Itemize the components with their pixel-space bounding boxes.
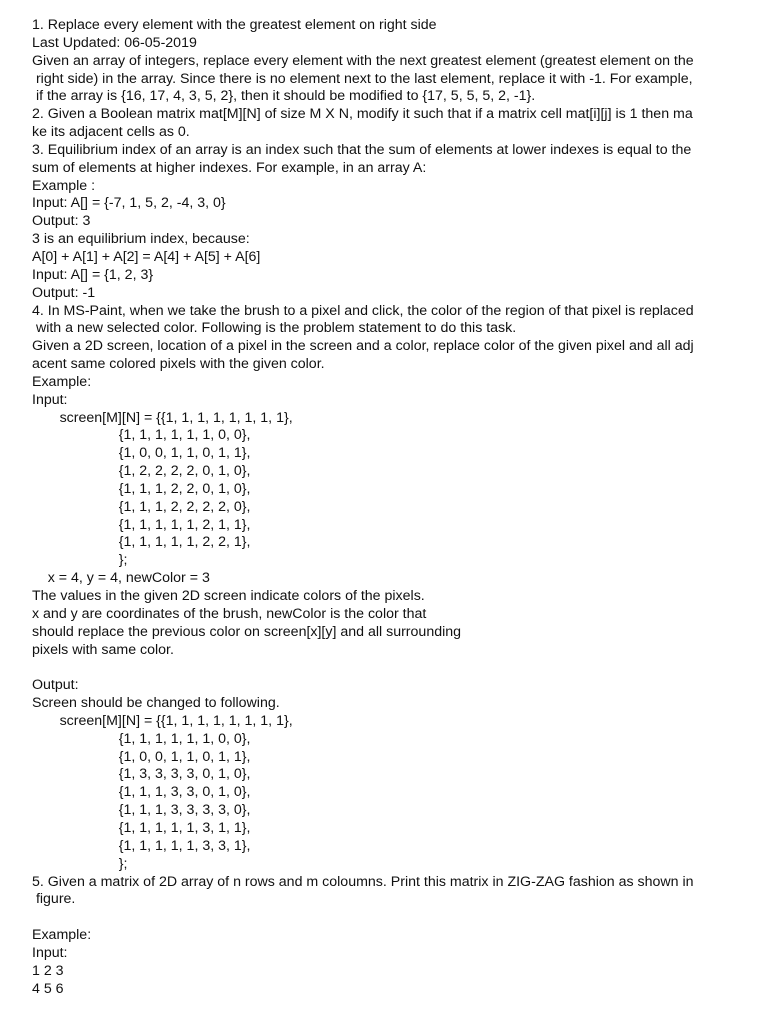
text-line: Output: -1: [32, 284, 96, 301]
text-line: {1, 2, 2, 2, 2, 0, 1, 0},: [32, 463, 251, 480]
text-line: };: [32, 855, 128, 872]
text-line: {1, 1, 1, 1, 1, 1, 0, 0},: [32, 730, 251, 747]
text-line: 4 5 6: [32, 980, 64, 997]
text-line: screen[M][N] = {{1, 1, 1, 1, 1, 1, 1, 1},: [32, 712, 293, 729]
text-line: };: [32, 552, 128, 569]
text-line: Input:: [32, 391, 68, 408]
text-line: 1 2 3: [32, 962, 64, 979]
text-line: {1, 1, 1, 1, 1, 3, 1, 1},: [32, 819, 251, 836]
text-line: with a new selected color. Following is the problem statement to do this task.: [32, 320, 517, 337]
text-line: Example:: [32, 927, 92, 944]
text-line: 5. Given a matrix of 2D array of n rows and m coloumns. Print this matrix in ZIG-ZAG fashion as shown in: [32, 873, 694, 890]
text-line: {1, 1, 1, 1, 1, 2, 1, 1},: [32, 516, 251, 533]
document-body: [32, 17, 742, 998]
text-line: pixels with same color.: [32, 641, 174, 658]
blank-line: [32, 659, 742, 677]
text-line: {1, 1, 1, 3, 3, 3, 3, 0},: [32, 802, 251, 819]
text-line: {1, 0, 0, 1, 1, 0, 1, 1},: [32, 748, 251, 765]
text-line: sum of elements at higher indexes. For example, in an array A:: [32, 159, 427, 176]
text-line: right side) in the array. Since there is no element next to the last element, replace it with -1. For example,: [32, 70, 693, 87]
text-line: 4. In MS-Paint, when we take the brush to a pixel and click, the color of the region of that pixel is replaced: [32, 302, 694, 319]
text-line: acent same colored pixels with the given color.: [32, 356, 325, 373]
text-line: {1, 3, 3, 3, 3, 0, 1, 0},: [32, 766, 251, 783]
text-line: Input:: [32, 944, 68, 961]
text-line: Screen should be changed to following.: [32, 695, 280, 712]
text-line: screen[M][N] = {{1, 1, 1, 1, 1, 1, 1, 1},: [32, 409, 293, 426]
text-line: A[0] + A[1] + A[2] = A[4] + A[5] + A[6]: [32, 248, 261, 265]
text-line: if the array is {16, 17, 4, 3, 5, 2}, then it should be modified to {17, 5, 5, 5, 2, -1}.: [32, 88, 536, 105]
text-line: ke its adjacent cells as 0.: [32, 124, 190, 141]
text-line: Last Updated: 06-05-2019: [32, 34, 197, 51]
text-line: Example :: [32, 177, 96, 194]
text-line: Input: A[] = {1, 2, 3}: [32, 266, 154, 283]
text-line: {1, 1, 1, 1, 1, 2, 2, 1},: [32, 534, 251, 551]
text-line: Given a 2D screen, location of a pixel in the screen and a color, replace color of the given pixel and all adj: [32, 338, 694, 355]
text-line: x = 4, y = 4, newColor = 3: [32, 570, 210, 587]
text-line: 3. Equilibrium index of an array is an index such that the sum of elements at lower indexes is equal to the: [32, 141, 692, 158]
text-line: {1, 1, 1, 1, 1, 3, 3, 1},: [32, 837, 251, 854]
text-line: {1, 1, 1, 2, 2, 0, 1, 0},: [32, 480, 251, 497]
text-line: {1, 1, 1, 1, 1, 1, 0, 0},: [32, 427, 251, 444]
text-line: figure.: [32, 891, 76, 908]
text-line: {1, 1, 1, 2, 2, 2, 2, 0},: [32, 498, 251, 515]
text-line: Input: A[] = {-7, 1, 5, 2, -4, 3, 0}: [32, 195, 226, 212]
text-line: {1, 1, 1, 3, 3, 0, 1, 0},: [32, 784, 251, 801]
text-line: should replace the previous color on screen[x][y] and all surrounding: [32, 623, 462, 640]
text-line: 1. Replace every element with the greatest element on right side: [32, 17, 437, 33]
text-line: Output:: [32, 677, 79, 694]
blank-line: [32, 909, 742, 927]
text-line: x and y are coordinates of the brush, newColor is the color that: [32, 605, 427, 622]
text-line: The values in the given 2D screen indicate colors of the pixels.: [32, 588, 425, 604]
text-line: Output: 3: [32, 213, 91, 230]
text-line: {1, 0, 0, 1, 1, 0, 1, 1},: [32, 445, 251, 462]
text-line: Example:: [32, 373, 92, 390]
text-line: 2. Given a Boolean matrix mat[M][N] of size M X N, modify it such that if a matrix cell mat[i][j] is 1 then ma: [32, 106, 693, 123]
text-line: Given an array of integers, replace every element with the next greatest element (greatest element on the: [32, 52, 694, 69]
text-line: 3 is an equilibrium index, because:: [32, 231, 250, 248]
